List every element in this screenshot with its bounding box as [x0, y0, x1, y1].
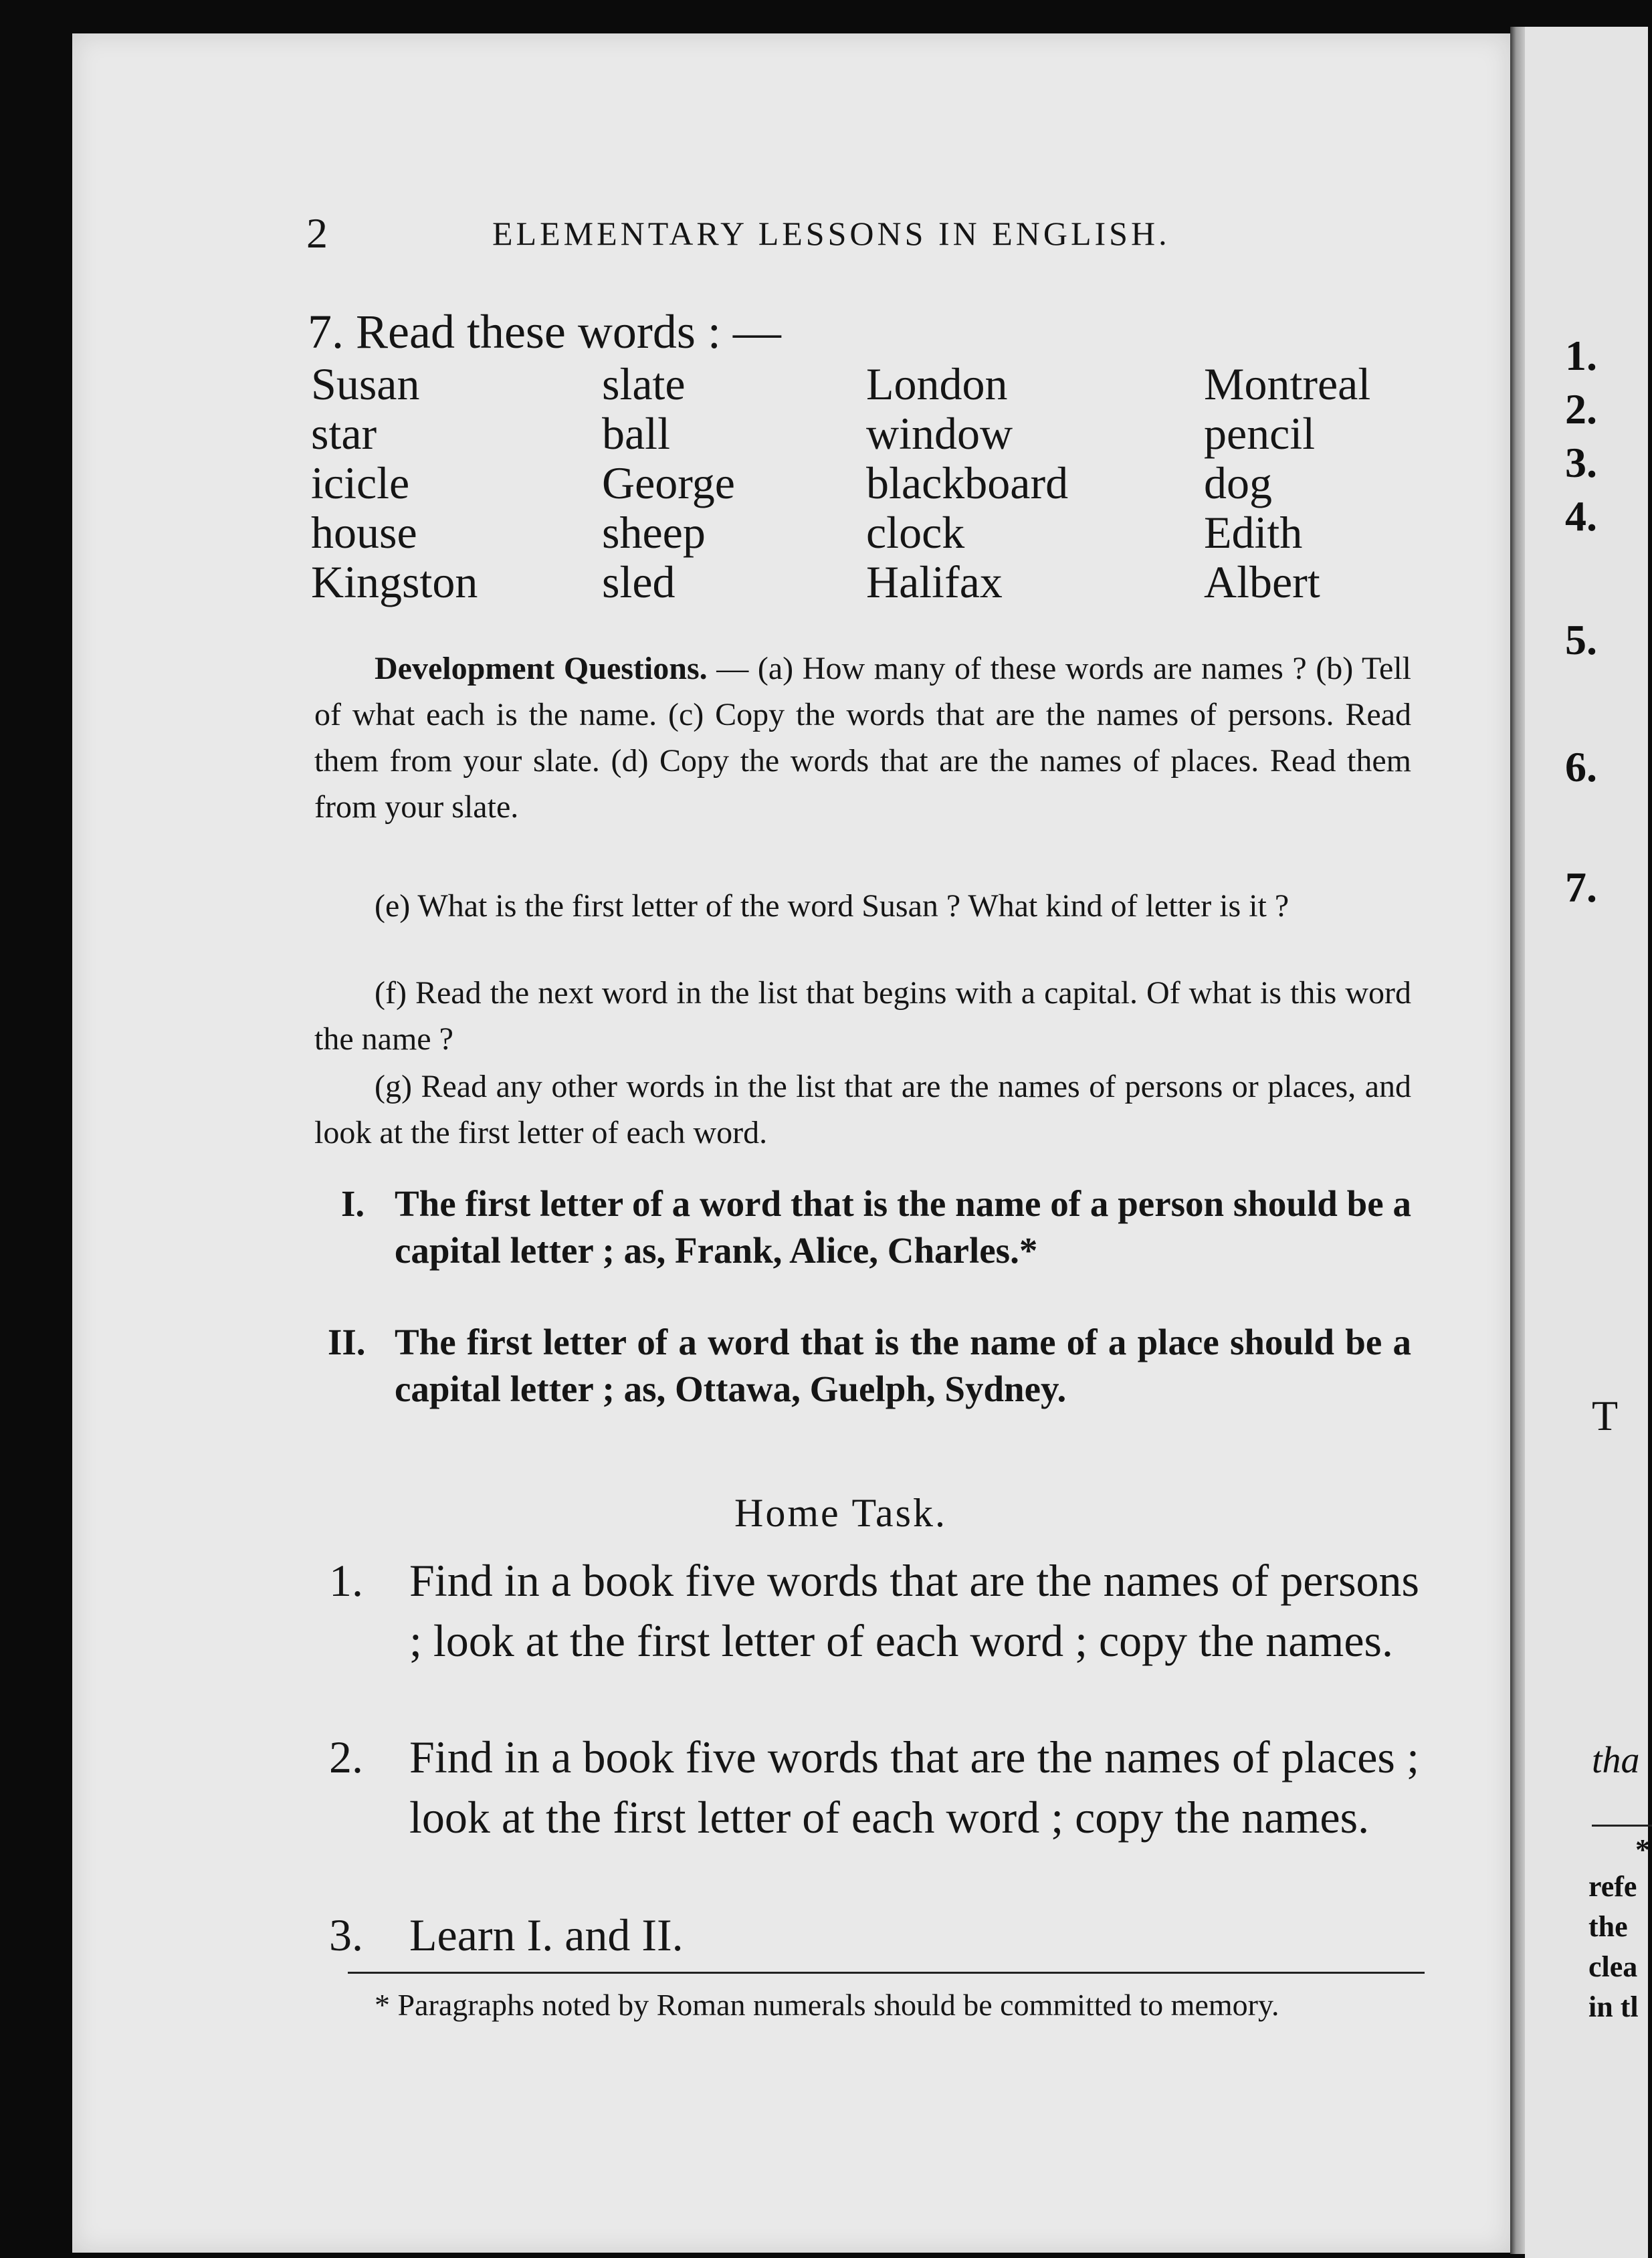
task-number: 2. [329, 1732, 363, 1782]
word-item: Montreal [1204, 358, 1371, 409]
word-item: window [866, 408, 1013, 459]
task-number: 1. [329, 1555, 363, 1606]
right-page-number: 2. [1565, 385, 1597, 433]
word-item: pencil [1204, 408, 1316, 459]
word-item: ball [602, 408, 670, 459]
right-page-number: 1. [1565, 332, 1597, 379]
right-page-text: clea [1588, 1950, 1638, 1983]
word-item: sheep [602, 507, 706, 558]
word-item: Albert [1204, 556, 1320, 607]
development-questions-paragraph [314, 645, 1411, 830]
task-text: Find in a book five words that are the names of places ; look at the first letter of each word ; copy the names. [409, 1732, 1419, 1843]
word-list [311, 358, 1415, 605]
running-head: ELEMENTARY LESSONS IN ENGLISH. [492, 215, 1170, 252]
page-header [306, 209, 1209, 262]
word-item: George [602, 457, 735, 508]
right-page-fragment [1525, 27, 1648, 2258]
rule-two [314, 1319, 1411, 1413]
word-item: house [311, 507, 417, 558]
development-questions-label: Development Questions. [375, 651, 708, 686]
right-page-letter: T [1592, 1392, 1619, 1439]
page-edge [1510, 27, 1525, 2254]
right-page-text: in tl [1588, 1990, 1639, 2023]
right-page-divider [1592, 1825, 1652, 1827]
right-page-italic: tha [1592, 1740, 1640, 1781]
development-questions-text: — (a) How many of these words are names ? (b) Tell of what each is the name. (c) Copy the words that are the names of persons. Read them from your slate. (d) Copy the words that are the names of places. Read them from your slate. [314, 651, 1412, 825]
section-heading: 7. Read these words : — [308, 305, 781, 358]
rule-text: The first letter of a word that is the name of a place should be a capital letter ; as, Ottawa, Guelph, Sydney. [395, 1322, 1411, 1409]
task-text: Learn I. and II. [409, 1910, 684, 1960]
rule-one [314, 1181, 1411, 1274]
page-number: 2 [306, 209, 328, 257]
word-item: London [866, 358, 1008, 409]
word-item: Edith [1204, 507, 1303, 558]
question-f-paragraph: (f) Read the next word in the list that begins with a capital. Of what is this word the name ? [314, 975, 1411, 1057]
right-page-asterisk: * [1635, 1833, 1650, 1866]
right-page-number: 6. [1565, 743, 1597, 791]
word-item: sled [602, 556, 676, 607]
task-number: 3. [329, 1910, 363, 1960]
question-g-paragraph: (g) Read any other words in the list that are the names of persons or places, and look at the first letter of each word. [314, 1069, 1411, 1150]
rule-number: I. [341, 1183, 365, 1224]
word-item: clock [866, 507, 965, 558]
home-task-item [329, 1550, 1419, 1671]
word-item: icicle [311, 457, 410, 508]
right-page-text: the [1588, 1910, 1628, 1943]
rule-text: The first letter of a word that is the name of a person should be a capital letter ; as, Frank, Alice, Charles.* [395, 1183, 1411, 1271]
footnote-text: * Paragraphs noted by Roman numerals should be committed to memory. [375, 1988, 1279, 2022]
footnote-divider [348, 1972, 1425, 1974]
word-item: star [311, 408, 377, 459]
home-task-item [329, 1905, 931, 1965]
right-page-number: 7. [1565, 863, 1597, 911]
right-page-text: refe [1588, 1870, 1637, 1903]
right-page-number: 4. [1565, 492, 1597, 540]
right-page-number: 3. [1565, 439, 1597, 486]
word-item: dog [1204, 457, 1272, 508]
word-item: Kingston [311, 556, 478, 607]
home-task-item [329, 1727, 1419, 1847]
word-item: Halifax [866, 556, 1003, 607]
task-text: Find in a book five words that are the names of persons ; look at the first letter of each word ; copy the names. [409, 1555, 1419, 1666]
word-item: slate [602, 358, 686, 409]
word-item: blackboard [866, 457, 1069, 508]
question-e-paragraph: (e) What is the first letter of the word Susan ? What kind of letter is it ? [375, 888, 1289, 924]
home-task-title: Home Task. [734, 1491, 947, 1535]
word-item: Susan [311, 358, 420, 409]
rule-number: II. [328, 1322, 366, 1362]
right-page-number: 5. [1565, 616, 1597, 663]
footnote [341, 1980, 1425, 2031]
